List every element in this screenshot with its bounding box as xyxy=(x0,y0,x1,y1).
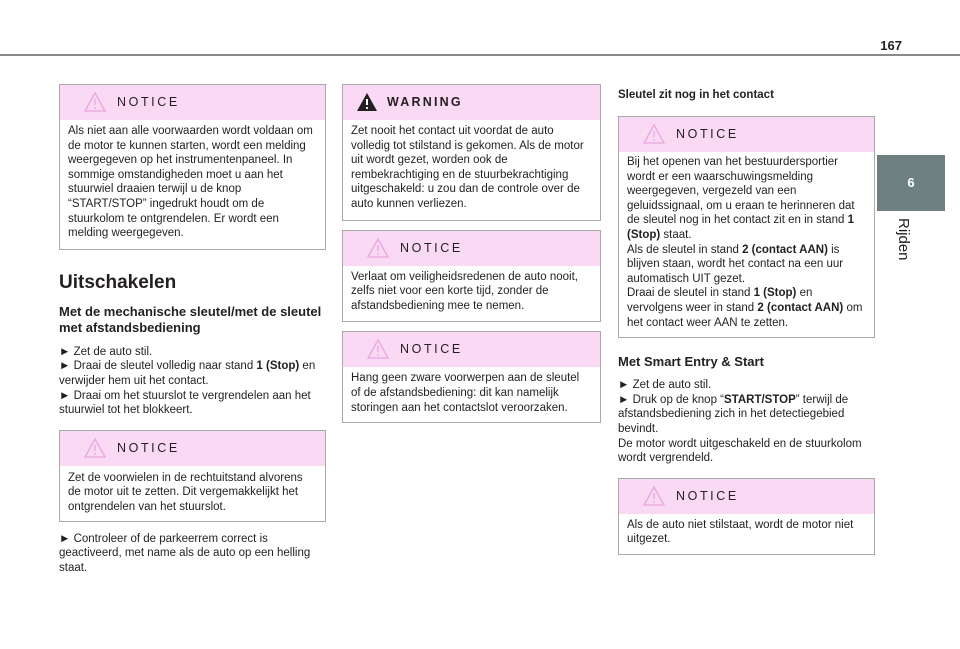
notice-label: NOTICE xyxy=(117,440,180,455)
notice-header xyxy=(343,231,600,266)
caution-icon xyxy=(84,438,106,458)
warning-header xyxy=(343,85,600,120)
chapter-tab[interactable]: 6 xyxy=(877,155,945,211)
notice-label: NOTICE xyxy=(117,95,180,109)
notice-header xyxy=(619,479,874,514)
notice-box xyxy=(618,478,875,555)
step: ► Zet de auto stil. xyxy=(618,379,712,392)
step: ► Controleer of de parkeerrem correct is geactiveerd, met name als de auto op een helling staat. xyxy=(59,532,311,574)
warning-box xyxy=(342,84,601,221)
notice-box xyxy=(618,116,875,338)
section-heading: Uitschakelen xyxy=(59,271,177,293)
step-list xyxy=(618,378,875,466)
step: ► Draai de sleutel volledig naar stand 1 (Stop) en verwijder hem uit het contact. xyxy=(59,360,316,387)
caution-icon xyxy=(643,486,665,506)
notice-label: NOTICE xyxy=(676,488,739,503)
notice-text: Als niet aan alle voorwaarden wordt voldaan om de motor te kunnen starten, wordt een melding weergegeven op het instrumentenpaneel. In sommige omstandigheden moet u aan het stuurwiel draaien terwijl u de knop “START/STOP” ingedrukt houdt om de stuurkolom te ontgrendelen. Er wordt een melding weergegeven. xyxy=(68,125,313,240)
notice-box xyxy=(59,84,326,250)
column-left xyxy=(59,84,326,575)
section-heading: Sleutel zit nog in het contact xyxy=(618,89,774,101)
notice-text: Verlaat om veiligheidsredenen de auto nooit, zelfs niet voor een korte tijd, zonder de afstandsbediening mee te nemen. xyxy=(351,270,578,312)
step-list xyxy=(59,345,326,418)
warning-label: WARNING xyxy=(387,95,463,109)
notice-label: NOTICE xyxy=(400,240,463,255)
subsection-heading: Met Smart Entry & Start xyxy=(618,354,764,370)
notice-text: Als de sleutel in stand 2 (contact AAN) is blijven staan, wordt het contact na een uur automatisch UIT gezet. xyxy=(627,243,844,285)
column-right xyxy=(618,84,875,555)
notice-box xyxy=(342,331,601,423)
notice-text: Draai de sleutel in stand 1 (Stop) en vervolgens weer in stand 2 (contact AAN) om het contact weer AAN te zetten. xyxy=(627,287,863,329)
subsection-heading: Met de mechanische sleutel/met de sleutel met afstandsbediening xyxy=(59,303,322,335)
caution-icon xyxy=(84,92,106,112)
notice-header xyxy=(619,117,874,152)
notice-label: NOTICE xyxy=(400,342,463,357)
notice-box xyxy=(342,230,601,323)
warning-text: Zet nooit het contact uit voordat de auto volledig tot stilstand is gekomen. Als de motor uit wordt gezet, worden ook de rembekrachtiging en de stuurbekrachtiging uitgeschakeld: u zou dan de controle over de auto kunnen verliezen. xyxy=(351,125,584,210)
page-number: 167 xyxy=(880,38,902,53)
notice-text: Bij het openen van het bestuurdersportier wordt er een waarschuwingsmelding weergegeven, vergezeld van een geluidssignaal, om u eraan te herinneren dat de sleutel nog in het contact zit en in stand 1 (Stop) staat. xyxy=(627,156,855,241)
step: ► Draai om het stuurslot te vergrendelen aan het stuurwiel tot het blokkeert. xyxy=(59,389,311,417)
header-rule xyxy=(0,54,960,56)
notice-text: Hang geen zware voorwerpen aan de sleutel of de afstandsbediening: dit kan namelijk storingen aan het contactslot veroorzaken. xyxy=(351,372,580,414)
step: ► Zet de auto stil. xyxy=(59,345,153,358)
notice-text: Als de auto niet stilstaat, wordt de motor niet uitgezet. xyxy=(627,518,854,546)
caution-icon xyxy=(367,339,389,359)
notice-box xyxy=(59,430,326,522)
notice-header xyxy=(60,85,325,120)
notice-header xyxy=(343,332,600,367)
step: ► Druk op de knop “START/STOP” terwijl de afstandsbediening zich in het detectiegebied bevindt. xyxy=(618,393,849,435)
warning-icon xyxy=(356,92,378,112)
chapter-title-text: Rijden xyxy=(895,218,912,261)
step: De motor wordt uitgeschakeld en de stuurkolom wordt vergrendeld. xyxy=(618,437,862,465)
column-middle xyxy=(342,84,601,423)
chapter-title xyxy=(878,218,944,288)
notice-header xyxy=(60,431,325,466)
notice-label: NOTICE xyxy=(676,127,739,141)
caution-icon xyxy=(367,238,389,258)
notice-text: Zet de voorwielen in de rechtuitstand alvorens de motor uit te zetten. Dit vergemakkelijkt het ontgrendelen van het stuurslot. xyxy=(68,471,303,513)
caution-icon xyxy=(643,124,665,144)
